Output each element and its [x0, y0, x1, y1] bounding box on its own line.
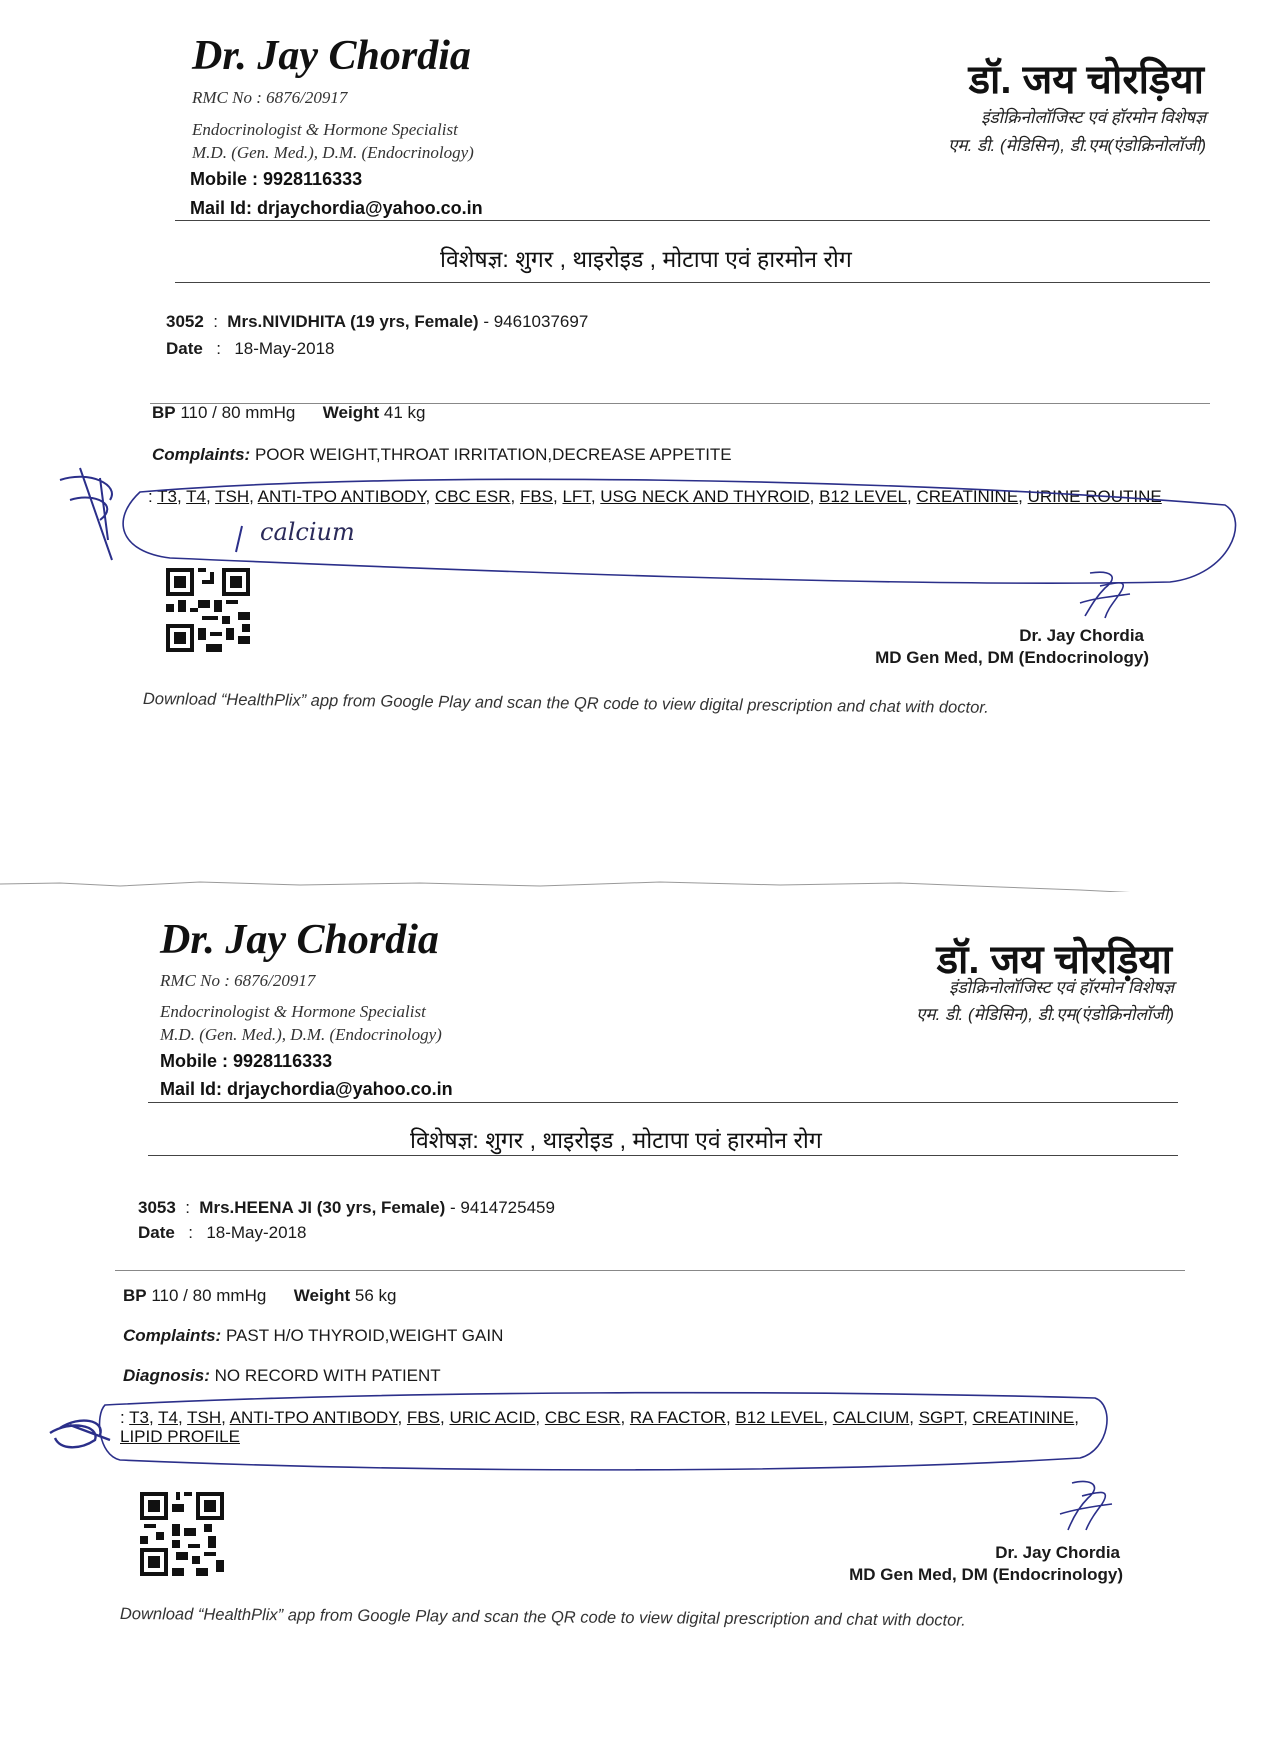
speciality-line: विशेषज्ञ: शुगर , थाइरोइड , मोटापा एवं हारमोन रोग [410, 1127, 822, 1153]
doctor-degrees: M.D. (Gen. Med.), D.M. (Endocrinology) [192, 143, 474, 162]
patient-name: Mrs.HEENA JI (30 yrs, Female) [199, 1198, 446, 1217]
test-item: CREATININE [916, 487, 1019, 506]
visit-date: 18-May-2018 [206, 1223, 307, 1242]
tests-list: : T3, T4, TSH, ANTI-TPO ANTIBODY, CBC ESR, FBS, LFT, USG NECK AND THYROID, B12 LEVEL, CREATININE, URINE ROUTINE [148, 487, 1162, 506]
test-item: LIPID PROFILE [120, 1427, 240, 1446]
hindi-doctor-name: डॉ. जय चोरड़िया [968, 58, 1204, 102]
test-item: URINE ROUTINE [1027, 487, 1162, 506]
patient-name: Mrs.NIVIDHITA (19 yrs, Female) [227, 312, 479, 331]
test-item: T4 [186, 487, 206, 506]
hindi-doctor-name: डॉ. जय चोरड़िया [936, 938, 1172, 982]
signatory-name: Dr. Jay Chordia [995, 1543, 1120, 1562]
mail-id: Mail Id: drjaychordia@yahoo.co.in [160, 1079, 453, 1099]
bp-label: BP [123, 1286, 147, 1305]
signature-mark [1060, 568, 1140, 623]
weight-label: Weight [293, 1286, 351, 1305]
signatory-name: Dr. Jay Chordia [1019, 626, 1144, 645]
hindi-role: इंडोक्रिनोलॉजिस्ट एवं हॉरमोन विशेषज्ञ [981, 108, 1206, 127]
patient-line: 3052 : Mrs.NIVIDHITA (19 yrs, Female) - 9461037697 [166, 312, 589, 331]
footer-note: Download “HealthPlix” app from Google Play and scan the QR code to view digital prescription and chat with doctor. [142, 690, 989, 717]
bp-label: BP [152, 403, 176, 422]
patient-id: 3053 [138, 1198, 176, 1217]
weight-label: Weight [322, 403, 380, 422]
doctor-role: Endocrinologist & Hormone Specialist [192, 120, 458, 139]
doctor-role: Endocrinologist & Hormone Specialist [160, 1002, 426, 1021]
test-item: LFT [562, 487, 591, 506]
qr-code-icon [140, 1492, 224, 1576]
tests-prefix: : [148, 487, 153, 506]
date-label: Date [166, 339, 203, 358]
mobile-number: Mobile : 9928116333 [190, 169, 363, 189]
test-item: CBC ESR [544, 1408, 621, 1427]
date-line: Date : 18-May-2018 [138, 1223, 307, 1242]
hindi-degrees: एम. डी. (मेडिसिन), डी.एम(एंडोक्रिनोलॉजी) [916, 1005, 1174, 1024]
complaints-label: Complaints: [123, 1326, 222, 1345]
rmc-number: RMC No : 6876/20917 [192, 88, 348, 107]
hindi-role: इंडोक्रिनोलॉजिस्ट एवं हॉरमोन विशेषज्ञ [949, 978, 1174, 997]
handwritten-note: calcium [260, 518, 355, 546]
hindi-degrees: एम. डी. (मेडिसिन), डी.एम(एंडोक्रिनोलॉजी) [948, 136, 1206, 155]
weight-value: 56 kg [354, 1286, 397, 1305]
signatory-degree: MD Gen Med, DM (Endocrinology) [849, 1565, 1123, 1584]
test-item: URIC ACID [449, 1408, 536, 1427]
rmc-number: RMC No : 6876/20917 [160, 971, 316, 990]
complaints-value: PAST H/O THYROID,WEIGHT GAIN [225, 1326, 504, 1345]
doctor-name: Dr. Jay Chordia [160, 917, 439, 963]
mail-id: Mail Id: drjaychordia@yahoo.co.in [190, 198, 483, 218]
test-item: ANTI-TPO ANTIBODY [229, 1408, 398, 1427]
doctor-degrees: M.D. (Gen. Med.), D.M. (Endocrinology) [160, 1025, 442, 1044]
prescription-slip-2 [0, 880, 1264, 1753]
test-item: CBC ESR [434, 487, 511, 506]
test-item: CREATININE [972, 1408, 1075, 1427]
doctor-name: Dr. Jay Chordia [192, 33, 471, 79]
patient-id: 3052 [166, 312, 204, 331]
tests-list: : T3, T4, TSH, ANTI-TPO ANTIBODY, FBS, URIC ACID, CBC ESR, RA FACTOR, B12 LEVEL, CALCIUM, SGPT, CREATININE, LIPID PROFILE [120, 1408, 1080, 1446]
test-item: RA FACTOR [629, 1408, 726, 1427]
test-item: TSH [187, 1408, 222, 1427]
test-item: ANTI-TPO ANTIBODY [257, 487, 426, 506]
test-item: B12 LEVEL [735, 1408, 824, 1427]
signature-mark [1040, 1478, 1120, 1538]
test-item: TSH [215, 487, 250, 506]
diagnosis-value: NO RECORD WITH PATIENT [214, 1366, 441, 1385]
tests-prefix: : [120, 1408, 125, 1427]
test-item: SGPT [918, 1408, 964, 1427]
signatory-degree: MD Gen Med, DM (Endocrinology) [875, 648, 1149, 667]
patient-phone: - 9461037697 [483, 312, 589, 331]
bp-value: 110 / 80 mmHg [180, 403, 296, 422]
diagnosis-label: Diagnosis: [123, 1366, 210, 1385]
test-item: T3 [157, 487, 177, 506]
date-label: Date [138, 1223, 175, 1242]
footer-note: Download “HealthPlix” app from Google Play and scan the QR code to view digital prescription and chat with doctor. [119, 1605, 966, 1630]
complaints-label: Complaints: [152, 445, 251, 464]
test-item: FBS [519, 487, 554, 506]
complaints-value: POOR WEIGHT,THROAT IRRITATION,DECREASE APPETITE [254, 445, 732, 464]
test-item: USG NECK AND THYROID [600, 487, 810, 506]
test-item: CALCIUM [832, 1408, 910, 1427]
date-line: Date : 18-May-2018 [166, 339, 335, 358]
test-item: FBS [406, 1408, 440, 1427]
test-item: B12 LEVEL [819, 487, 908, 506]
bp-value: 110 / 80 mmHg [151, 1286, 267, 1305]
mobile-number: Mobile : 9928116333 [160, 1051, 333, 1071]
test-item: T4 [158, 1408, 178, 1427]
patient-phone: - 9414725459 [450, 1198, 555, 1217]
test-item: T3 [129, 1408, 149, 1427]
patient-line: 3053 : Mrs.HEENA JI (30 yrs, Female) - 9414725459 [138, 1198, 555, 1217]
qr-code-icon [166, 568, 250, 652]
weight-value: 41 kg [383, 403, 426, 422]
visit-date: 18-May-2018 [234, 339, 335, 358]
speciality-line: विशेषज्ञ: शुगर , थाइरोइड , मोटापा एवं हारमोन रोग [440, 246, 852, 272]
